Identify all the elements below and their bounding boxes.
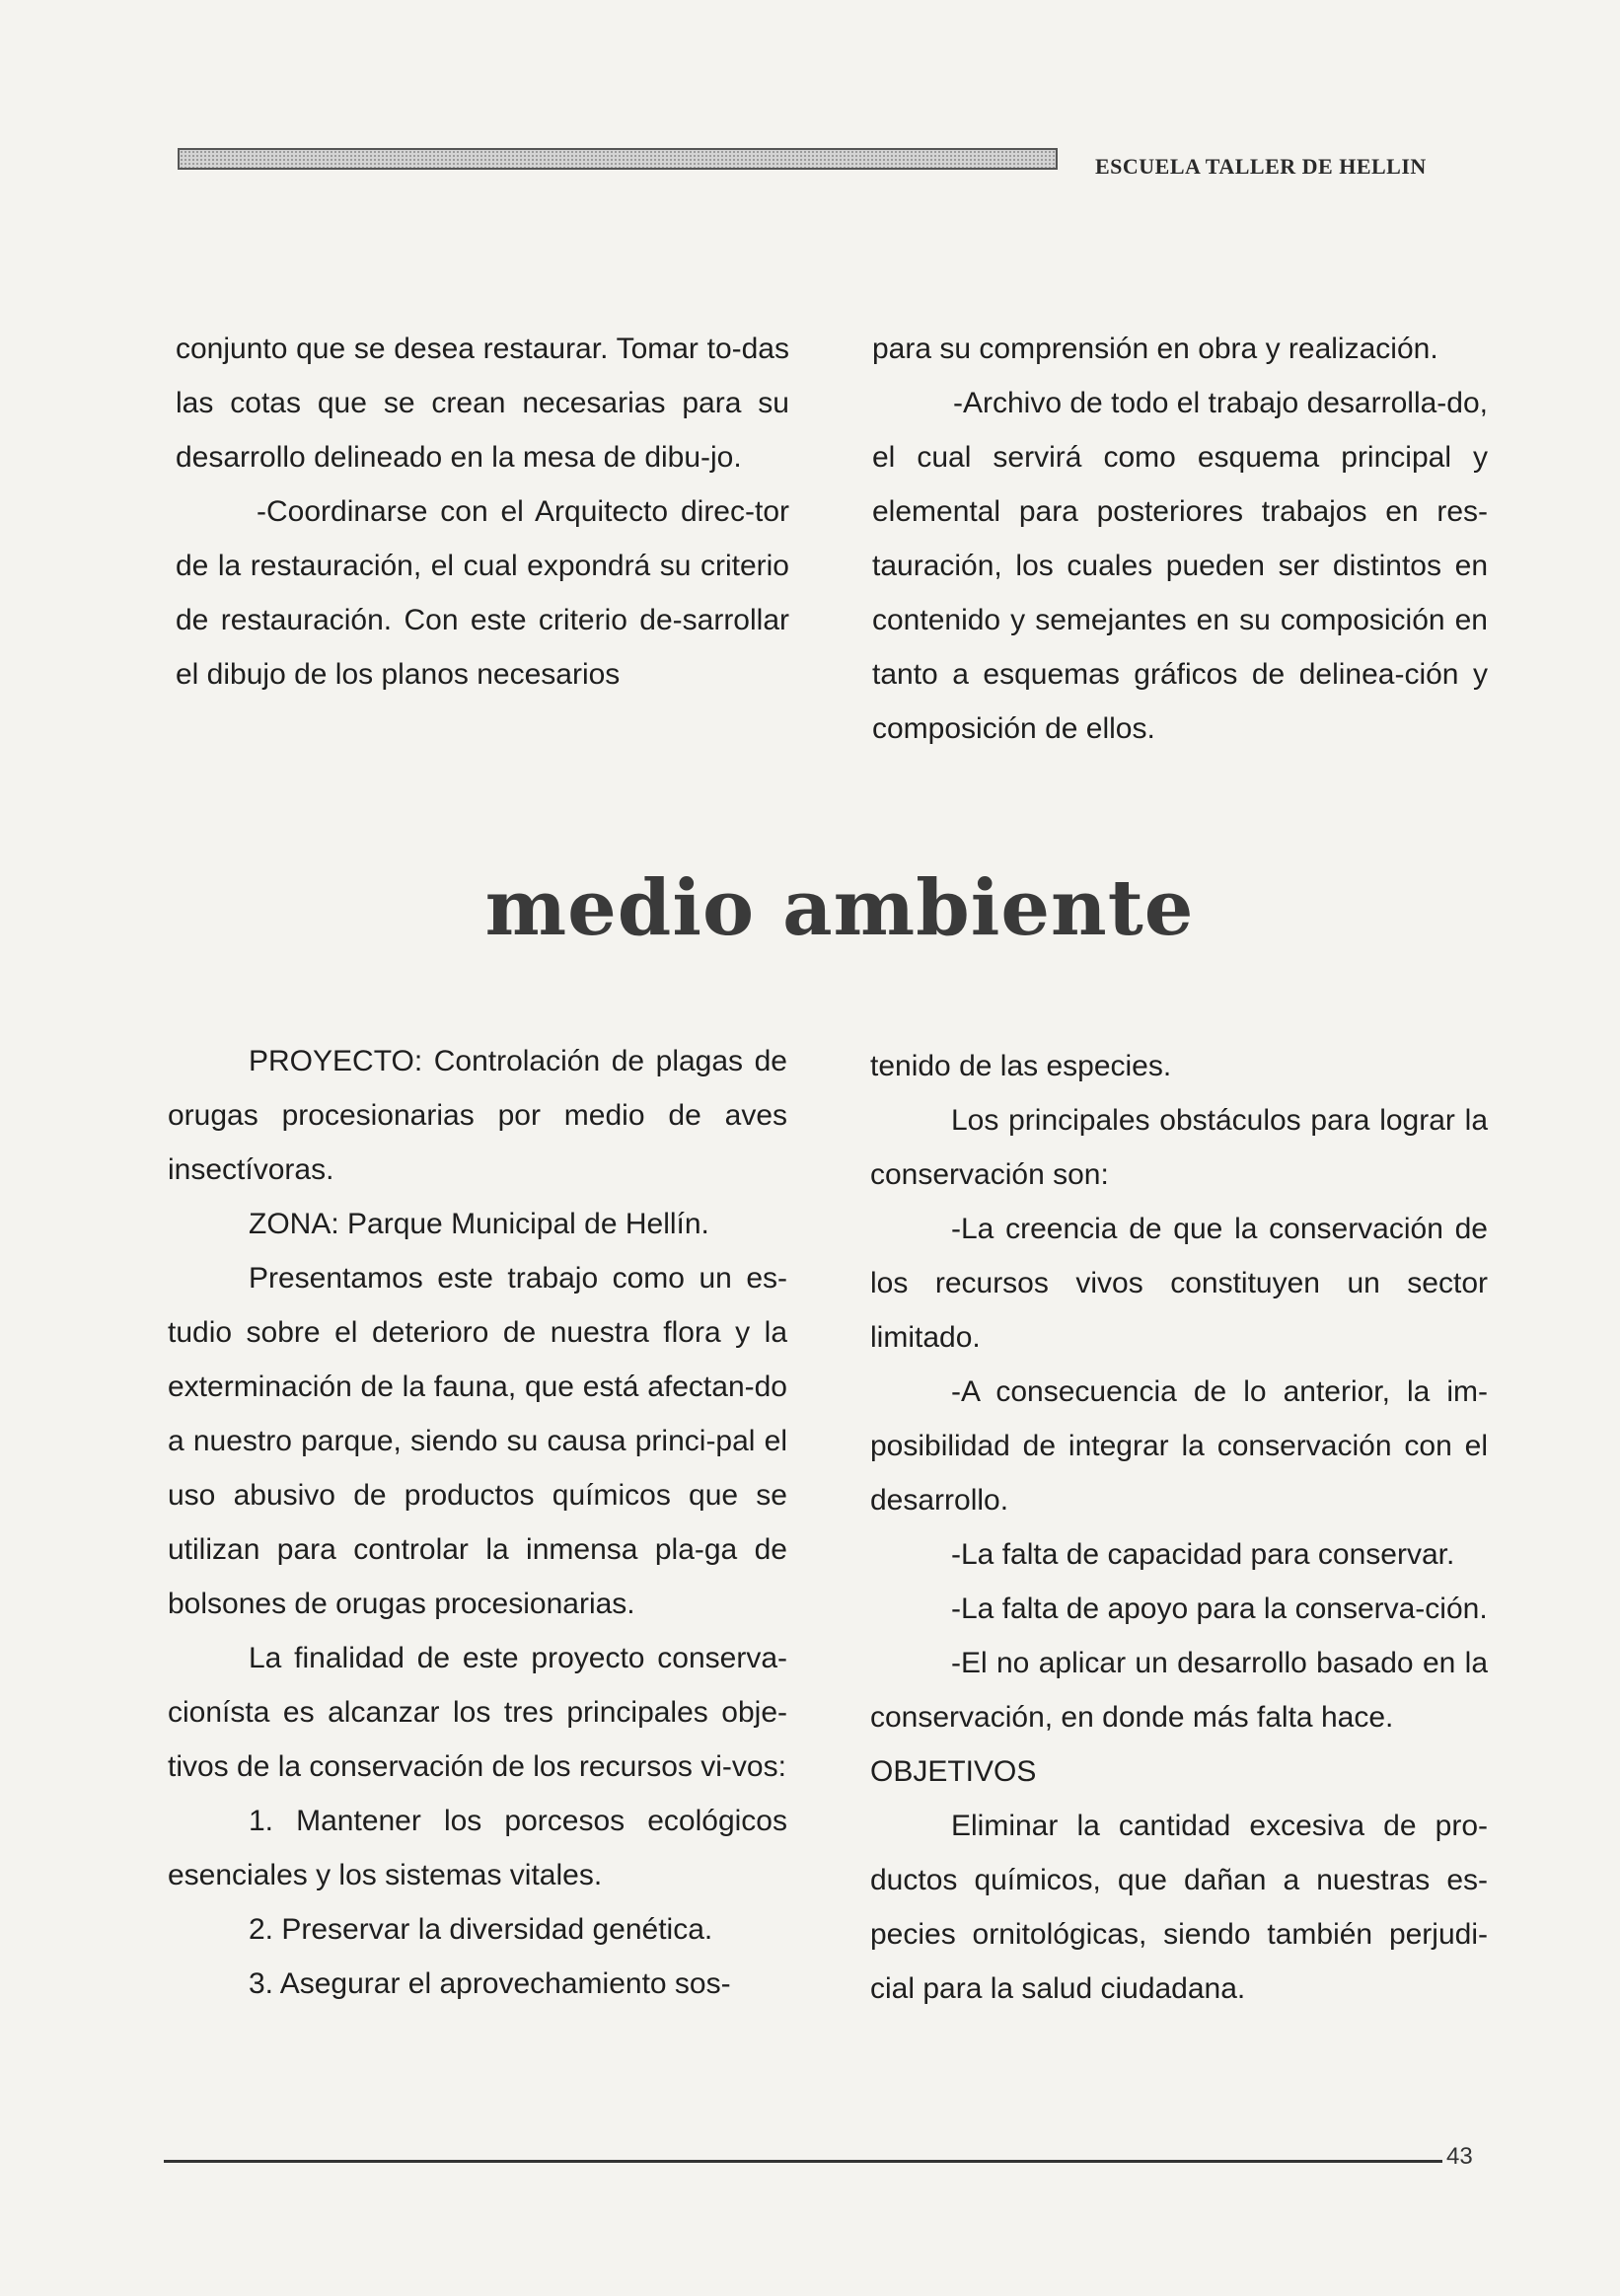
top-left-column — [176, 322, 789, 702]
paragraph: -Archivo de todo el trabajo desarrolla-do, el cual servirá como esquema principal y elemental para posteriores trabajos en res-tauración, los cuales pueden ser distintos en contenido y semejantes en su composición en tanto a esquemas gráficos de delinea-ción y composición de ellos. — [872, 387, 1488, 745]
paragraph: -A consecuencia de lo anterior, la im-posibilidad de integrar la conservación con el desarrollo. — [870, 1375, 1488, 1517]
paragraph: La finalidad de este proyecto conserva-cionísta es alcanzar los tres principales obje-tivos de la conservación de los recursos vi-vos: — [168, 1642, 787, 1783]
list-item: 1. Mantener los porcesos ecológicos esenciales y los sistemas vitales. — [168, 1805, 787, 1891]
paragraph: -La falta de apoyo para la conserva-ción. — [951, 1592, 1488, 1625]
paragraph: -Coordinarse con el Arquitecto direc-tor de la restauración, el cual expondrá su criterio de restauración. Con este criterio de-sarrollar el dibujo de los planos necesarios — [176, 495, 789, 691]
paragraph: ZONA: Parque Municipal de Hellín. — [249, 1208, 709, 1240]
header-decorative-bar — [178, 148, 1058, 170]
paragraph: tenido de las especies. — [870, 1050, 1172, 1082]
paragraph: PROYECTO: Controlación de plagas de orugas procesionarias por medio de aves insectívoras. — [168, 1045, 787, 1186]
page-number: 43 — [1446, 2143, 1473, 2170]
paragraph: -La falta de capacidad para conservar. — [951, 1538, 1455, 1571]
paragraph: Los principales obstáculos para lograr la conservación son: — [870, 1104, 1488, 1191]
paragraph: -La creencia de que la conservación de los recursos vivos constituyen un sector limitado. — [870, 1213, 1488, 1354]
section-heading: medio ambiente — [484, 863, 1195, 953]
list-item: 2. Preservar la diversidad genética. — [249, 1913, 713, 1946]
bottom-left-column — [168, 1034, 787, 2011]
running-header-title: ESCUELA TALLER DE HELLIN — [1095, 154, 1427, 179]
paragraph: Eliminar la cantidad excesiva de pro-ductos químicos, que dañan a nuestras es-pecies ornitológicas, siendo también perjudi-cial para la salud ciudadana. — [870, 1810, 1488, 2005]
paragraph: para su comprensión en obra y realización. — [872, 333, 1438, 365]
bottom-right-column — [870, 1039, 1488, 2016]
top-right-column — [872, 322, 1488, 756]
subheading: OBJETIVOS — [870, 1755, 1037, 1788]
paragraph: conjunto que se desea restaurar. Tomar to-das las cotas que se crean necesarias para su desarrollo delineado en la mesa de dibu-jo. — [176, 333, 789, 474]
paragraph: -El no aplicar un desarrollo basado en la conservación, en donde más falta hace. — [870, 1647, 1488, 1734]
paragraph: Presentamos este trabajo como un es-tudio sobre el deterioro de nuestra flora y la exterminación de la fauna, que está afectan-do a nuestro parque, siendo su causa princi-pal el uso abusivo de productos químicos que se utilizan para controlar la inmensa pla-ga de bolsones de orugas procesionarias. — [168, 1262, 787, 1620]
list-item: 3. Asegurar el aprovechamiento sos- — [249, 1967, 731, 2000]
footer-rule — [164, 2160, 1442, 2163]
